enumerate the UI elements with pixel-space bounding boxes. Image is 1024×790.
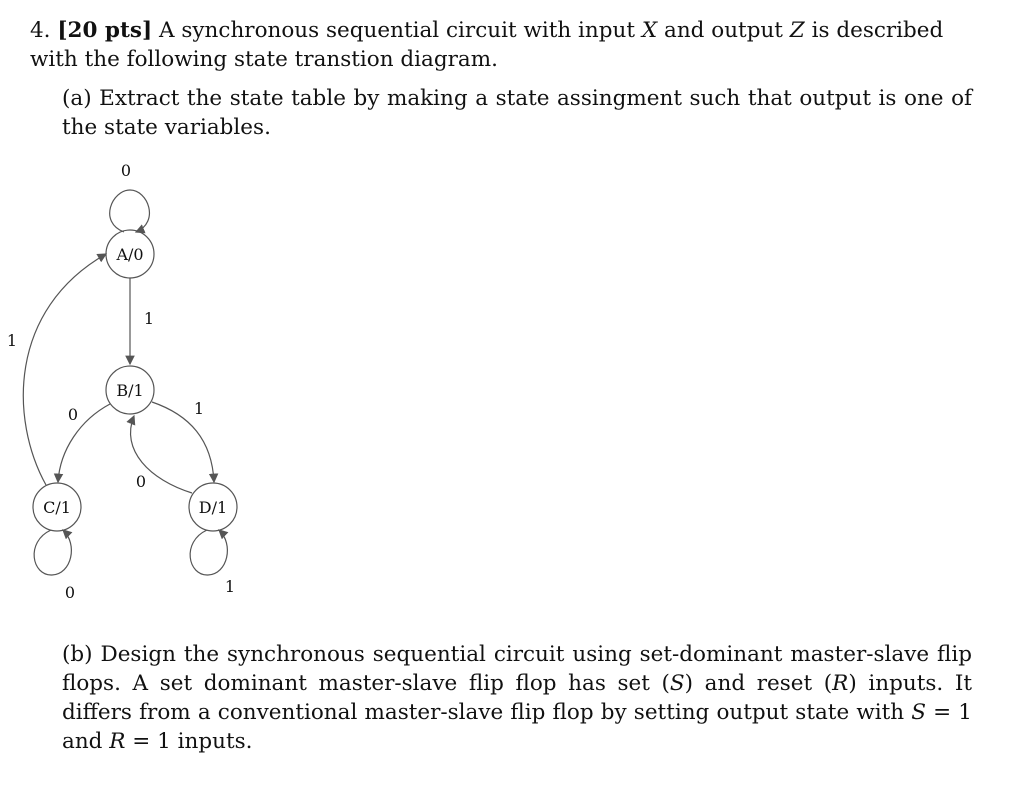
output-variable-z: Z xyxy=(789,18,805,43)
label-a-self: 0 xyxy=(120,161,132,180)
part-b-text xyxy=(62,640,972,756)
question-stem xyxy=(30,16,975,74)
label-b-to-c: 0 xyxy=(67,405,79,424)
stem-part-1: A synchronous sequential circuit with input xyxy=(152,18,642,43)
stem-part-2: and output xyxy=(657,18,790,43)
label-d-self: 1 xyxy=(224,577,236,596)
state-transition-diagram xyxy=(0,150,300,610)
edge-d-self-loop xyxy=(190,530,227,575)
part-a-text: (a) Extract the state table by making a state assingment such that output is one of the state variables. xyxy=(62,86,972,140)
part-b-text-5: = 1 inputs. xyxy=(125,729,253,754)
var-s: S xyxy=(669,671,685,696)
state-c xyxy=(33,483,81,531)
part-b-text-4: = 1 and xyxy=(62,700,972,754)
state-d-label: D/1 xyxy=(198,498,228,517)
state-a xyxy=(106,230,154,278)
edge-b-to-d xyxy=(152,402,214,482)
state-c-label: C/1 xyxy=(43,498,71,517)
label-b-to-d: 1 xyxy=(193,399,205,418)
question-number: 4. xyxy=(30,18,51,43)
part-b-text-2: ) and reset ( xyxy=(684,671,833,696)
edge-a-self-loop xyxy=(110,190,150,232)
part-b-text-1: (b) Design the synchronous sequential circuit using set-dominant master-slave flip flops. A set dominant master-slave flip flop has set ( xyxy=(62,642,972,696)
stem-part-3: is described with the following state transtion diagram. xyxy=(30,18,944,72)
edge-c-to-a xyxy=(23,254,106,485)
label-c-self: 0 xyxy=(64,583,76,602)
question-points: [20 pts] xyxy=(57,18,153,43)
var-r-2: R xyxy=(109,729,126,754)
state-d xyxy=(189,483,237,531)
edge-b-to-c xyxy=(58,404,110,482)
var-r: R xyxy=(832,671,849,696)
var-s-2: S xyxy=(911,700,926,725)
label-d-to-b: 0 xyxy=(135,472,147,491)
label-a-to-b: 1 xyxy=(143,309,155,328)
state-a-label: A/0 xyxy=(116,245,144,264)
label-c-to-a: 1 xyxy=(6,331,18,350)
input-variable-x: X xyxy=(641,18,658,43)
state-b xyxy=(106,366,154,414)
part-b-text-3: ) inputs. It differs from a conventional master-slave flip flop by setting output state with xyxy=(62,671,973,725)
edge-c-self-loop xyxy=(34,530,71,575)
state-b-label: B/1 xyxy=(116,381,144,400)
